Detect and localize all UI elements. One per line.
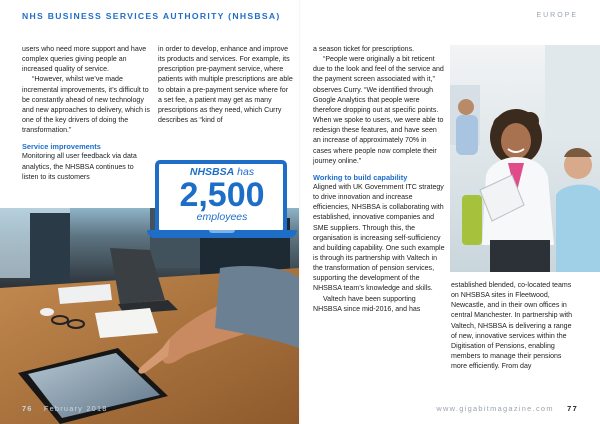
- laptop-notch: [209, 230, 235, 233]
- footer-right: [436, 404, 578, 413]
- paragraph: a season ticket for prescriptions.: [313, 46, 415, 53]
- callout-has: has: [237, 166, 255, 178]
- footer-left: [22, 404, 108, 413]
- page-number-left: 76: [22, 404, 33, 413]
- page-number-right: 77: [567, 404, 578, 413]
- subheading: Service improvements: [22, 142, 101, 152]
- callout-org: NHSBSA: [189, 166, 235, 178]
- article-column-3: [313, 45, 445, 315]
- callout-number: 2,500: [179, 176, 265, 214]
- website-link[interactable]: www.gigabitmagazine.com: [436, 404, 554, 413]
- clinic-tablet-photo: [450, 45, 600, 272]
- employees-callout: [147, 160, 297, 242]
- paragraph: users who need more support and have complex queries giving people an increased quality of service.: [22, 46, 147, 74]
- callout-unit: employees: [196, 211, 248, 223]
- region-label: EUROPE: [536, 12, 578, 19]
- paragraph: “However, whilst we’ve made incremental improvements, it’s difficult to be constantly ahead of new technology and new approaches to delivery, which is one of the key drivers of doing the transformation.”: [22, 76, 150, 135]
- issue-date: February 2018: [43, 404, 108, 413]
- paragraph: Monitoring all user feedback via data analytics, the NHSBSA continues to listen to its customers: [22, 153, 137, 181]
- paragraph: established blended, co-located teams on NHSBSA sites in Fleetwood, Newcastle, and in their own offices in central Manchester. In partnership with Valtech, NHSBSA is delivering a range of new, innovative services within the Digitisation of Pensions, enabling members to manage their pensions more efficiently. From day: [451, 282, 573, 371]
- paragraph: Valtech have been supporting NHSBSA since mid-2016, and has: [313, 295, 421, 313]
- paragraph: Aligned with UK Government ITC strategy to drive innovation and increase efficiencies, NHSBSA is collaborating with established, innovative companies and SME suppliers. Through this, the organisation is increasing self-sufficiency and building capability. One such example is through its partnership with Valtech in the transformation of pension services, supporting the development of the NHSBSA team’s knowledge and skills.: [313, 183, 445, 293]
- clinic-tablet-illustration: [450, 45, 600, 272]
- article-column-2: [158, 45, 293, 126]
- article-column-1: [22, 45, 150, 183]
- page-gutter: [299, 0, 301, 424]
- paragraph: “People were originally a bit reticent due to the look and feel of the service and the payment screen associated with it,” observes Curry. “We identified through Google Analytics that people were therefore dropping out at specific points. When we spoke to users, we were able to redesign these features, and have seen an increase of approximately 70% in cases where people now complete their journey online.”: [313, 56, 444, 165]
- section-header: NHS BUSINESS SERVICES AUTHORITY (NHSBSA): [22, 11, 281, 21]
- article-column-4: [451, 281, 578, 372]
- subheading: Working to build capability: [313, 172, 408, 182]
- paragraph: in order to develop, enhance and improve its products and services. For example, its prescription pre-payment service, where patients with multiple prescriptions are able to obtain a pre-payment service where for a set fee, a patient may get as many prescriptions as they need, which Curry describes as “kind of: [158, 46, 293, 125]
